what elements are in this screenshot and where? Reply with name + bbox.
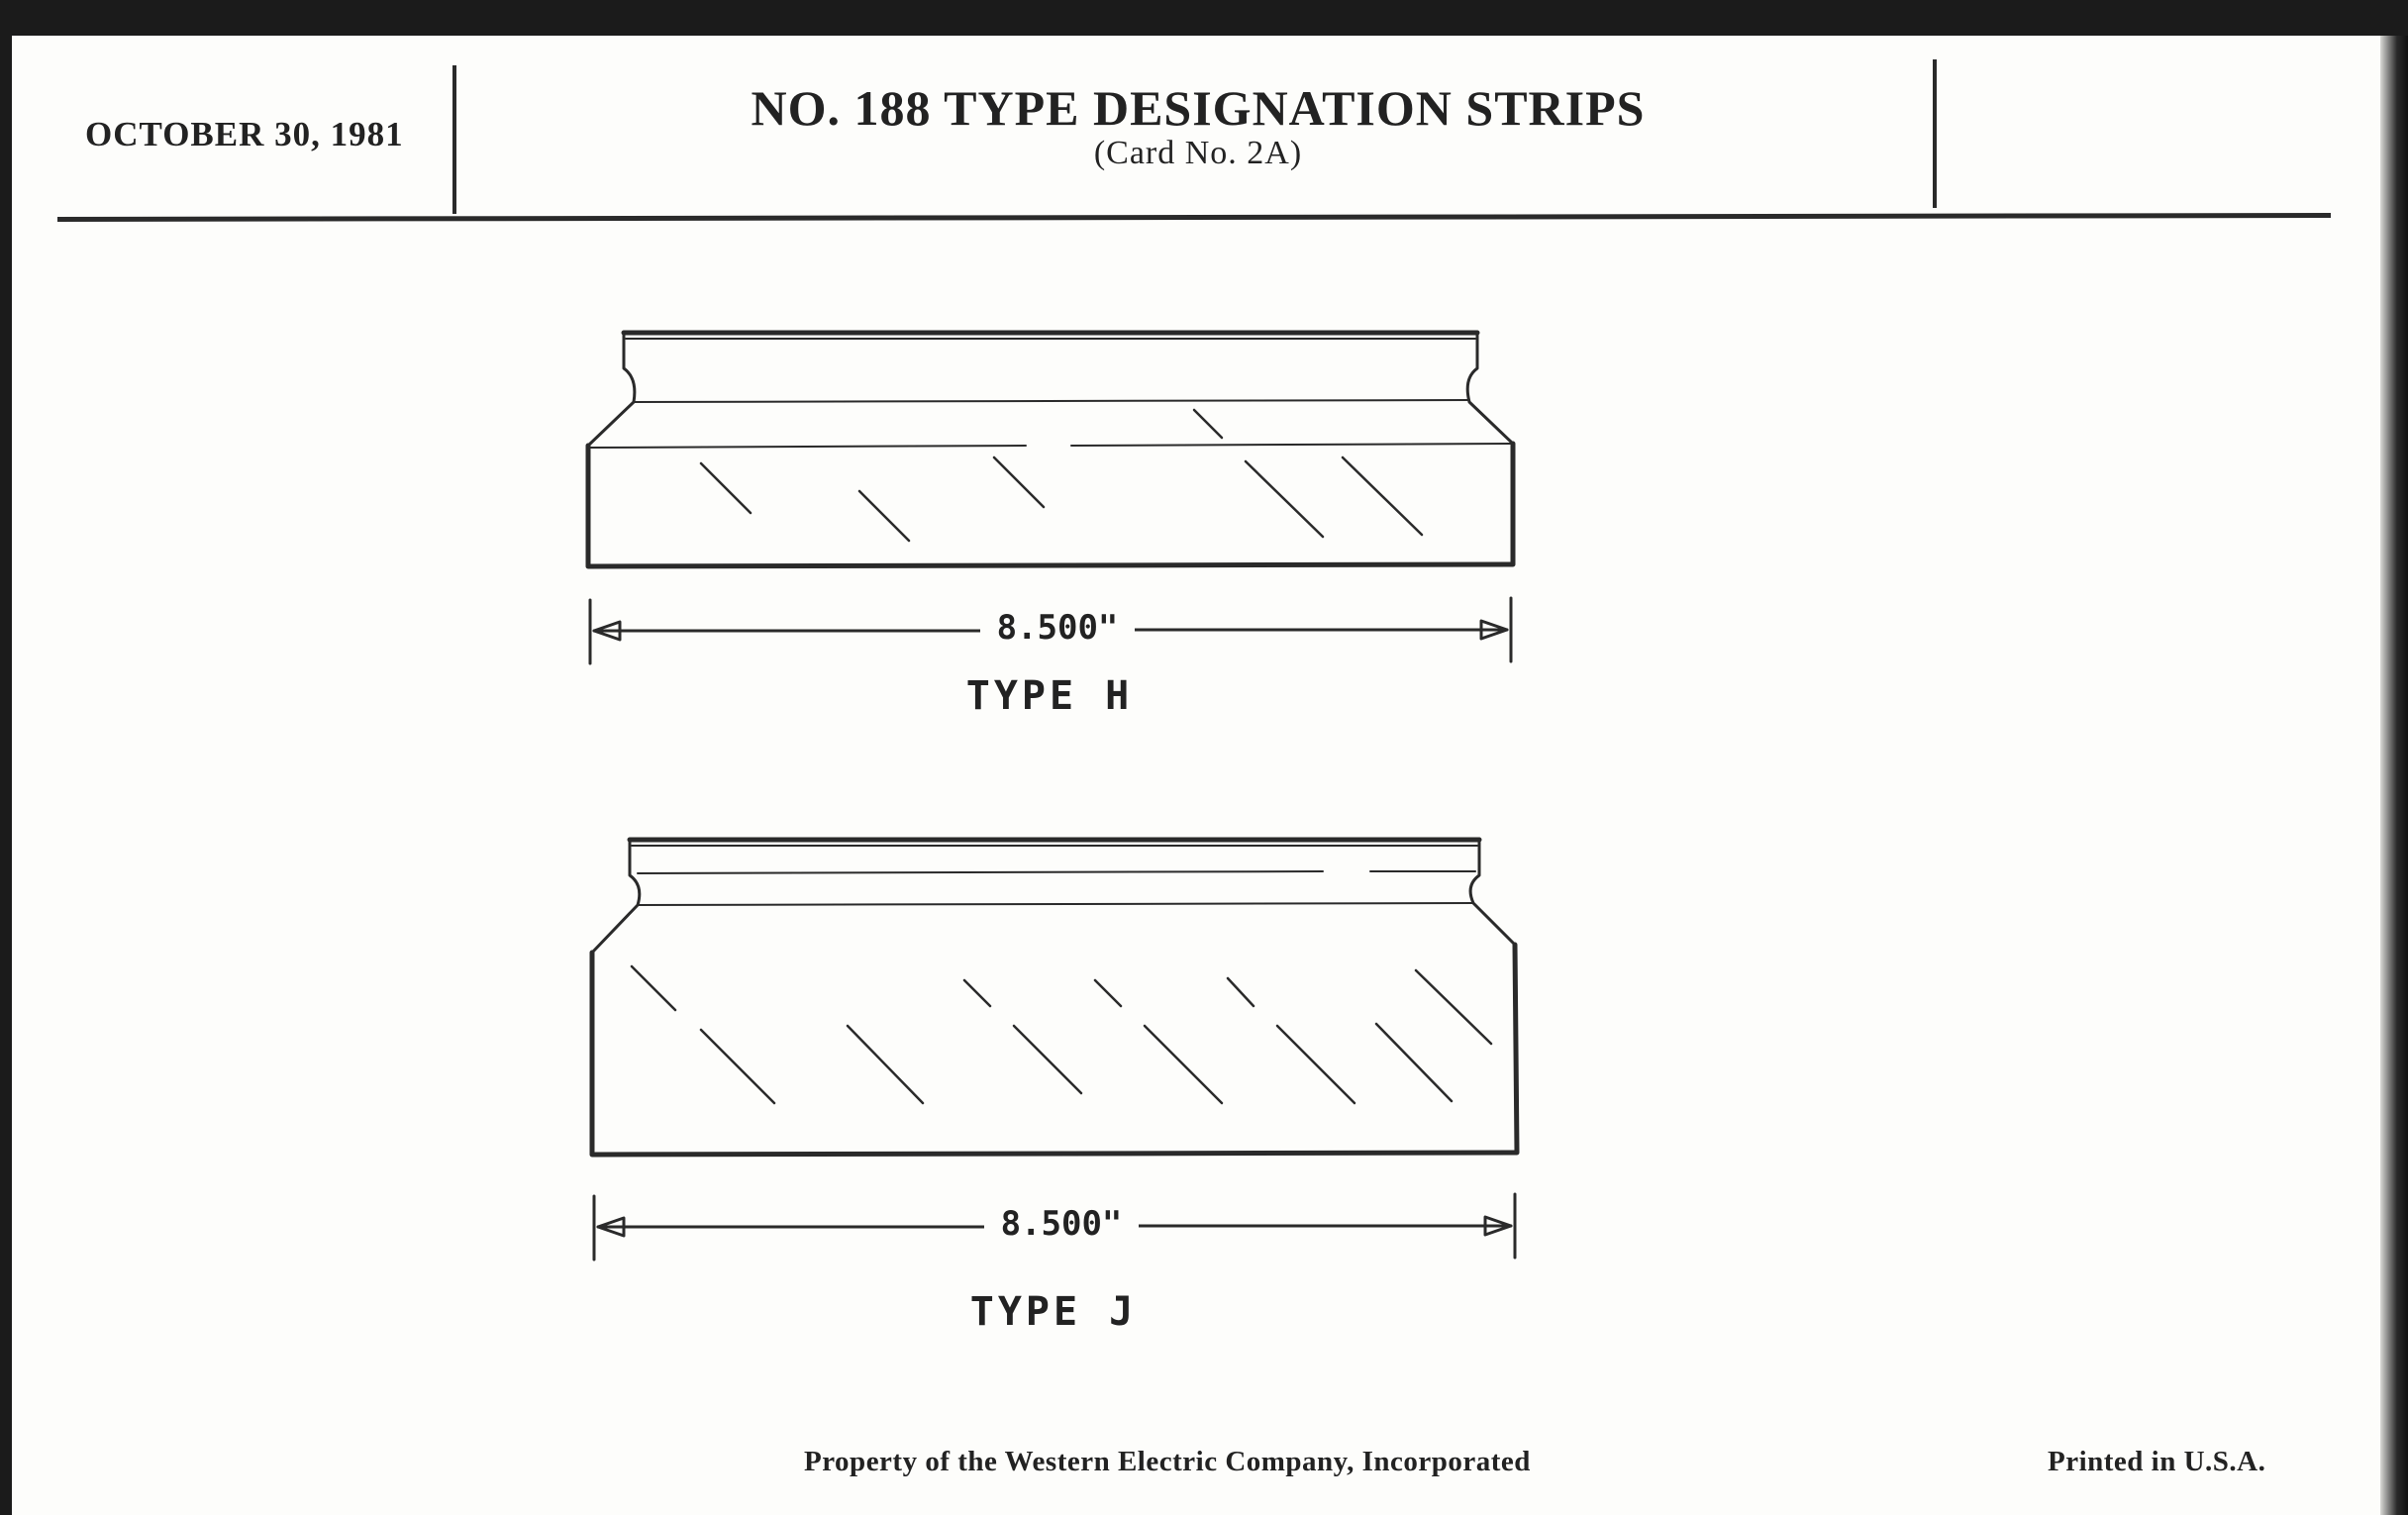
- type-h-strip-shading: [701, 410, 1422, 541]
- page-subtitle: (Card No. 2A): [1093, 135, 1303, 171]
- type-j-label: TYPE J: [969, 1289, 1138, 1335]
- type-j-strip-shading: [632, 966, 1491, 1103]
- type-h-strip-outline: [588, 333, 1513, 566]
- page-title: NO. 188 TYPE DESIGNATION STRIPS: [751, 80, 1646, 136]
- footer-property: Property of the Western Electric Company, Incorporated: [804, 1446, 1531, 1477]
- type-h-dimension-label: 8.500": [980, 608, 1135, 648]
- type-h-label: TYPE H: [965, 673, 1134, 719]
- footer-printed: Printed in U.S.A.: [2048, 1446, 2266, 1477]
- type-j-strip-outline: [592, 840, 1517, 1155]
- type-j-dimension-label: 8.500": [984, 1204, 1139, 1244]
- header-date: OCTOBER 30, 1981: [85, 115, 404, 153]
